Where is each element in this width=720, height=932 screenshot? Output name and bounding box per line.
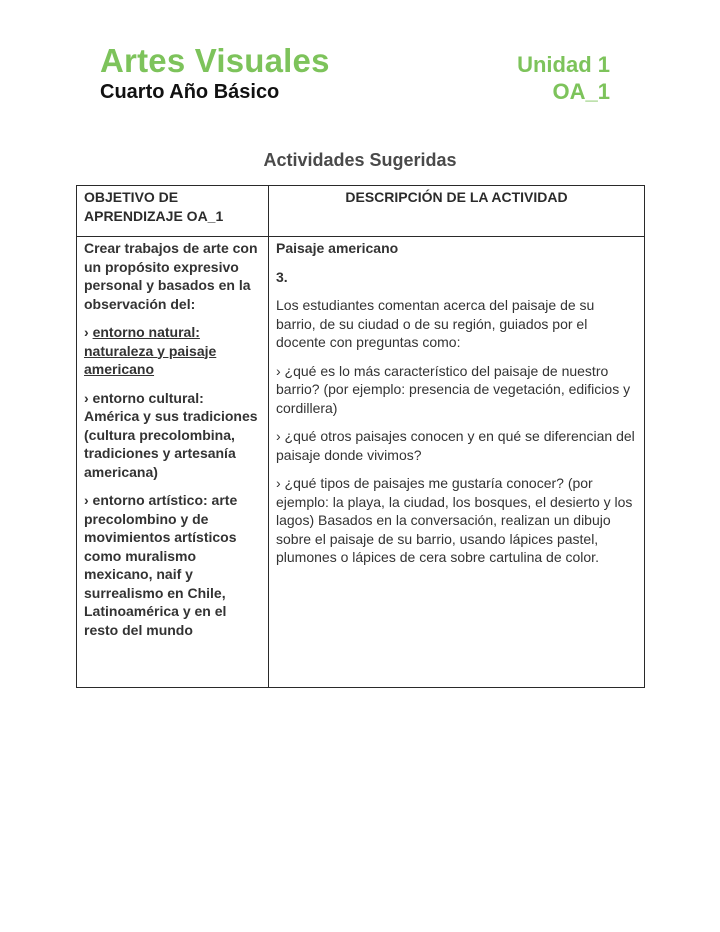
unit-label: Unidad 1 [517,52,610,77]
objective-cell [77,237,269,688]
oa-label: OA_1 [552,79,610,104]
section-title: Actividades Sugeridas [263,150,457,170]
subject-title: Artes Visuales [100,42,330,79]
description-paragraph: Los estudiantes comentan acerca del paisaje de su barrio, de su ciudad o de su región, guiados por el docente con preguntas como: [276,297,595,350]
description-cell [269,237,645,688]
objective-item-natural [84,323,261,379]
table-header-row [77,186,645,237]
document-header [100,42,610,112]
objective-item-artistic: › entorno artístico: arte precolombino y de movimientos artísticos como muralismo mexicano, naif y surrealismo en Chile, Latinoamérica y en el resto del mundo [84,492,238,638]
objective-intro: Crear trabajos de arte con un propósito expresivo personal y basados en la observación del: [84,240,258,312]
activity-number: 3. [276,268,288,285]
objective-item-natural-text: entorno natural: naturaleza y paisaje americano [84,324,217,377]
header-objective: OBJETIVO DE APRENDIZAJE OA_1 [77,186,269,237]
description-question: › ¿qué tipos de paisajes me gustaría conocer? (por ejemplo: la playa, la ciudad, los bosques, el desierto y los lagos) Basados en la conversación, realizan un dibujo sobre el paisaje de su barrio, usando lápices pastel, plumones o lápices de cera sobre cartulina de color. [276,475,633,565]
header-description: DESCRIPCIÓN DE LA ACTIVIDAD [269,186,645,237]
table-row [77,237,645,688]
objective-item-cultural: › entorno cultural: América y sus tradiciones (cultura precolombina, tradiciones y artesanía americana) [84,389,258,480]
bullet: › [84,324,93,340]
grade-subtitle: Cuarto Año Básico [100,81,280,103]
activity-title: Paisaje americano [276,240,399,256]
activities-table [76,185,645,688]
description-question: › ¿qué otros paisajes conocen y en qué se diferencian del paisaje donde vivimos? [276,428,635,463]
description-question: › ¿qué es lo más característico del paisaje de nuestro barrio? (por ejemplo: presencia de vegetación, edificios y cordillera) [276,362,631,416]
